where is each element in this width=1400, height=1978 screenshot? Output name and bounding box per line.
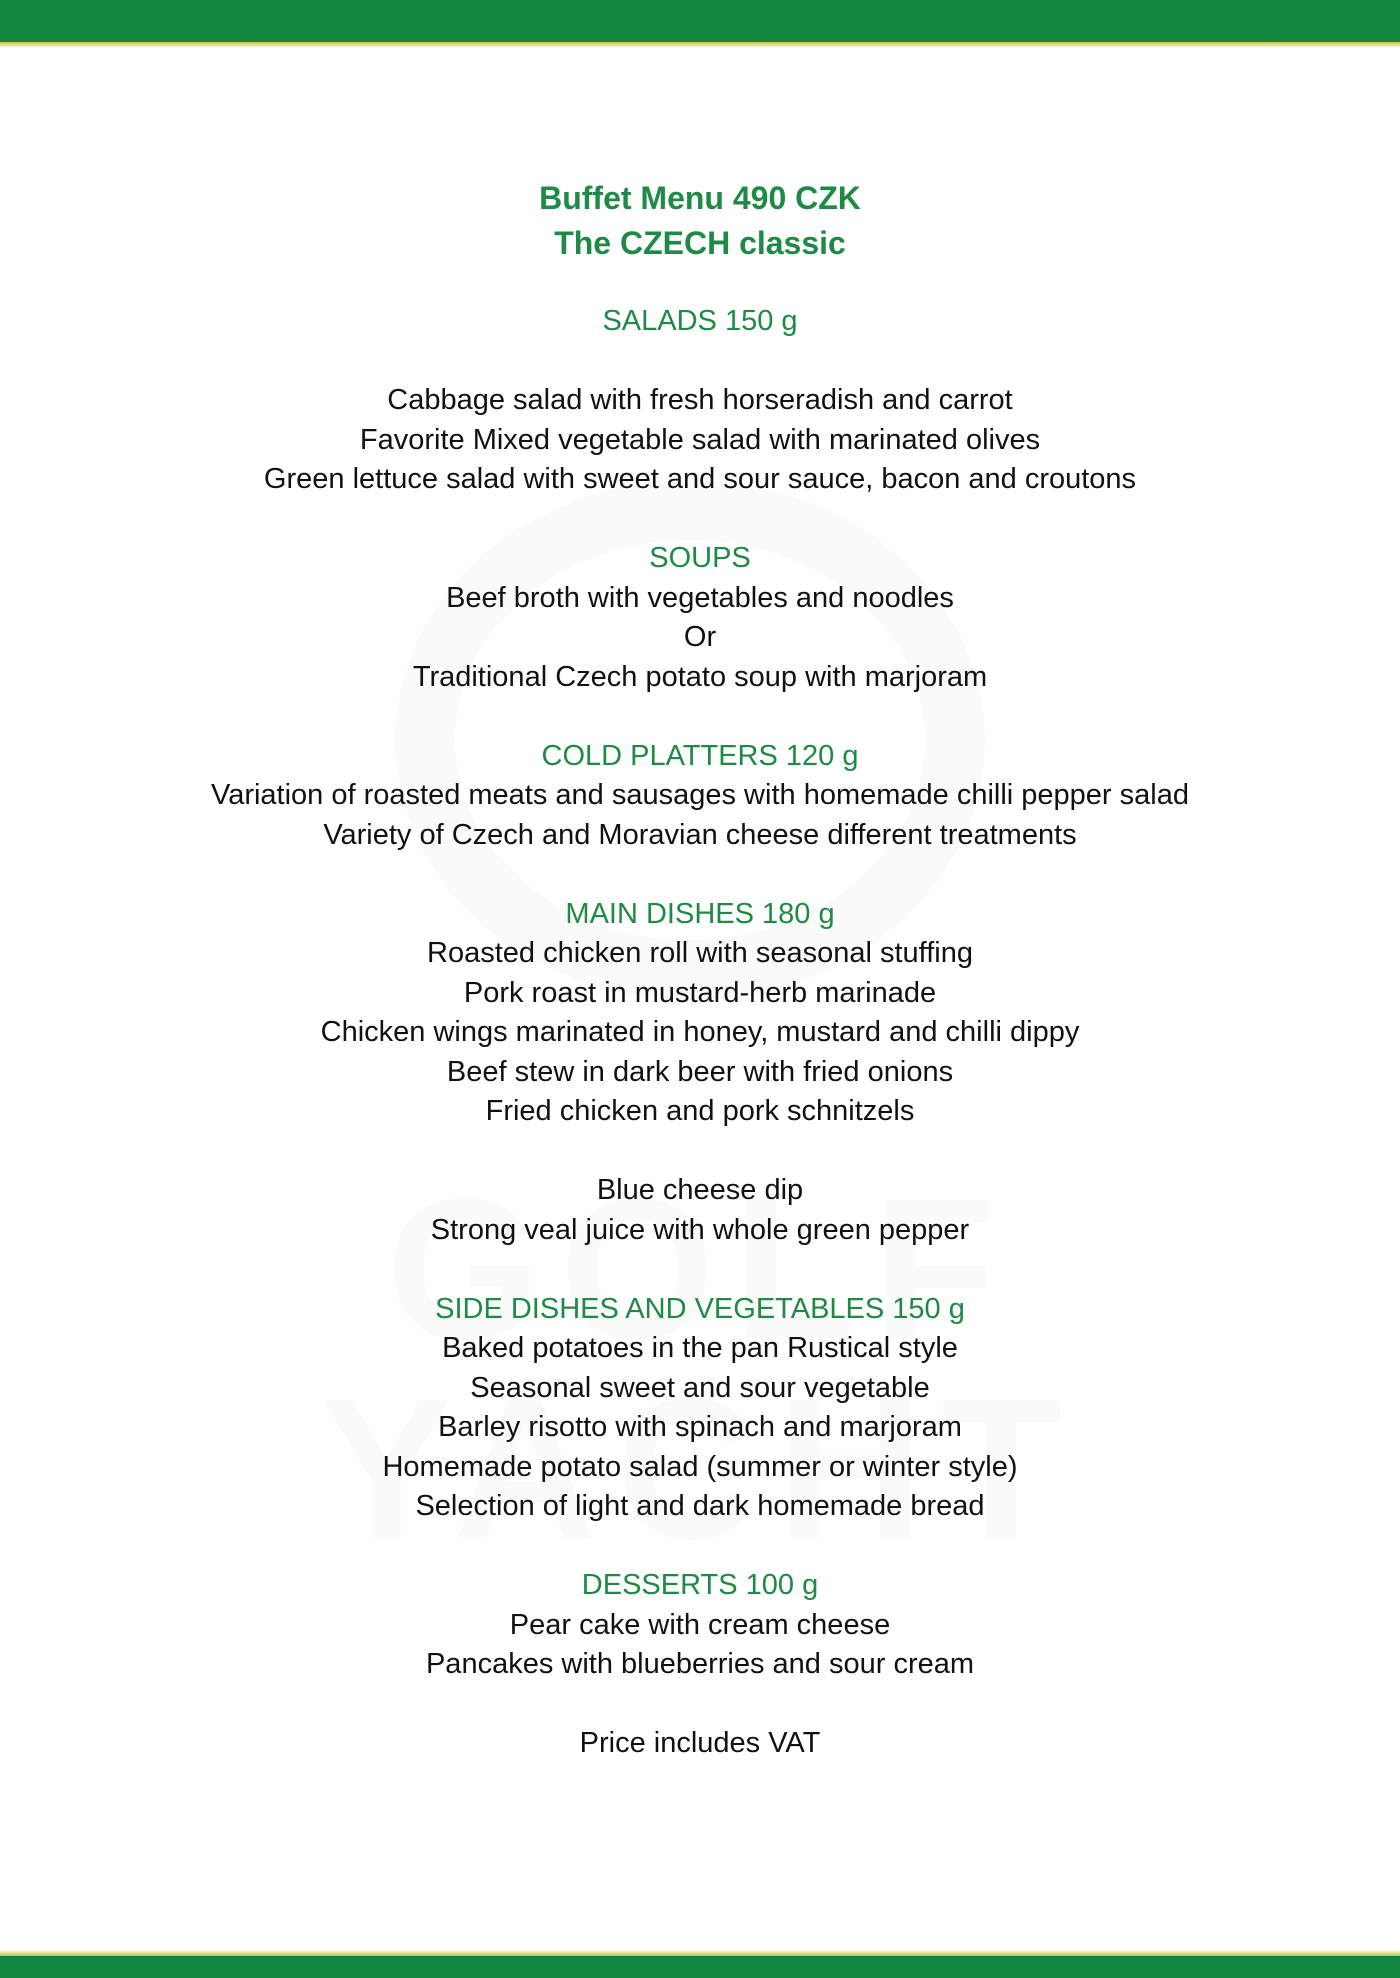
spacer bbox=[0, 342, 1400, 382]
bottom-green-bar bbox=[0, 1956, 1400, 1978]
section-heading-salads: SALADS 150 g bbox=[602, 305, 798, 337]
spacer bbox=[0, 697, 1400, 737]
spacer bbox=[0, 1250, 1400, 1290]
menu-subtitle: The CZECH classic bbox=[554, 225, 846, 261]
menu-item: Homemade potato salad (summer or winter style) bbox=[382, 1450, 1018, 1483]
menu-item: Pancakes with blueberries and sour cream bbox=[425, 1648, 975, 1680]
menu-item: Pork roast in mustard-herb marinade bbox=[463, 976, 937, 1009]
menu-item-sauce: Strong veal juice with whole green pepper bbox=[430, 1213, 970, 1246]
section-heading-cold-platters: COLD PLATTERS 120 g bbox=[541, 739, 859, 772]
menu-item: Favorite Mixed vegetable salad with marinated olives bbox=[359, 423, 1041, 456]
menu-title: Buffet Menu 490 CZK bbox=[539, 180, 861, 216]
menu-item: Cabbage salad with fresh horseradish and carrot bbox=[387, 384, 1013, 416]
section-heading-side-dishes: SIDE DISHES AND VEGETABLES 150 g bbox=[435, 1292, 965, 1325]
menu-item: Variety of Czech and Moravian cheese different treatments bbox=[323, 818, 1077, 851]
menu-item: Roasted chicken roll with seasonal stuffing bbox=[427, 937, 973, 969]
section-heading-main-dishes: MAIN DISHES 180 g bbox=[565, 897, 835, 930]
spacer bbox=[0, 1527, 1400, 1567]
section-heading-desserts: DESSERTS 100 g bbox=[581, 1569, 819, 1601]
menu-item: Chicken wings marinated in honey, mustard and chilli dippy bbox=[320, 1016, 1080, 1048]
menu-item: Traditional Czech potato soup with marjoram bbox=[412, 660, 988, 693]
menu-item: Baked potatoes in the pan Rustical style bbox=[442, 1332, 958, 1364]
menu-item: Barley risotto with spinach and marjoram bbox=[438, 1411, 962, 1443]
spacer bbox=[0, 1685, 1400, 1725]
menu-content bbox=[0, 176, 1400, 1764]
menu-item: Seasonal sweet and sour vegetable bbox=[470, 1371, 930, 1404]
menu-item: Fried chicken and pork schnitzels bbox=[485, 1095, 915, 1127]
menu-item-sauce: Blue cheese dip bbox=[596, 1174, 804, 1206]
section-heading-soups: SOUPS bbox=[649, 542, 751, 574]
menu-item: Variation of roasted meats and sausages with homemade chilli pepper salad bbox=[211, 779, 1189, 811]
menu-item: Green lettuce salad with sweet and sour sauce, bacon and croutons bbox=[263, 463, 1137, 495]
top-green-bar bbox=[0, 0, 1400, 44]
menu-item: Pear cake with cream cheese bbox=[509, 1608, 891, 1641]
spacer bbox=[0, 266, 1400, 302]
spacer bbox=[0, 1132, 1400, 1172]
spacer bbox=[0, 500, 1400, 540]
menu-item-or: Or bbox=[683, 621, 717, 653]
menu-item: Selection of light and dark homemade bread bbox=[415, 1490, 985, 1522]
price-note: Price includes VAT bbox=[579, 1727, 821, 1759]
top-gold-stripe bbox=[0, 42, 1400, 48]
spacer bbox=[0, 855, 1400, 895]
menu-item: Beef broth with vegetables and noodles bbox=[446, 581, 954, 614]
menu-item: Beef stew in dark beer with fried onions bbox=[446, 1055, 954, 1088]
